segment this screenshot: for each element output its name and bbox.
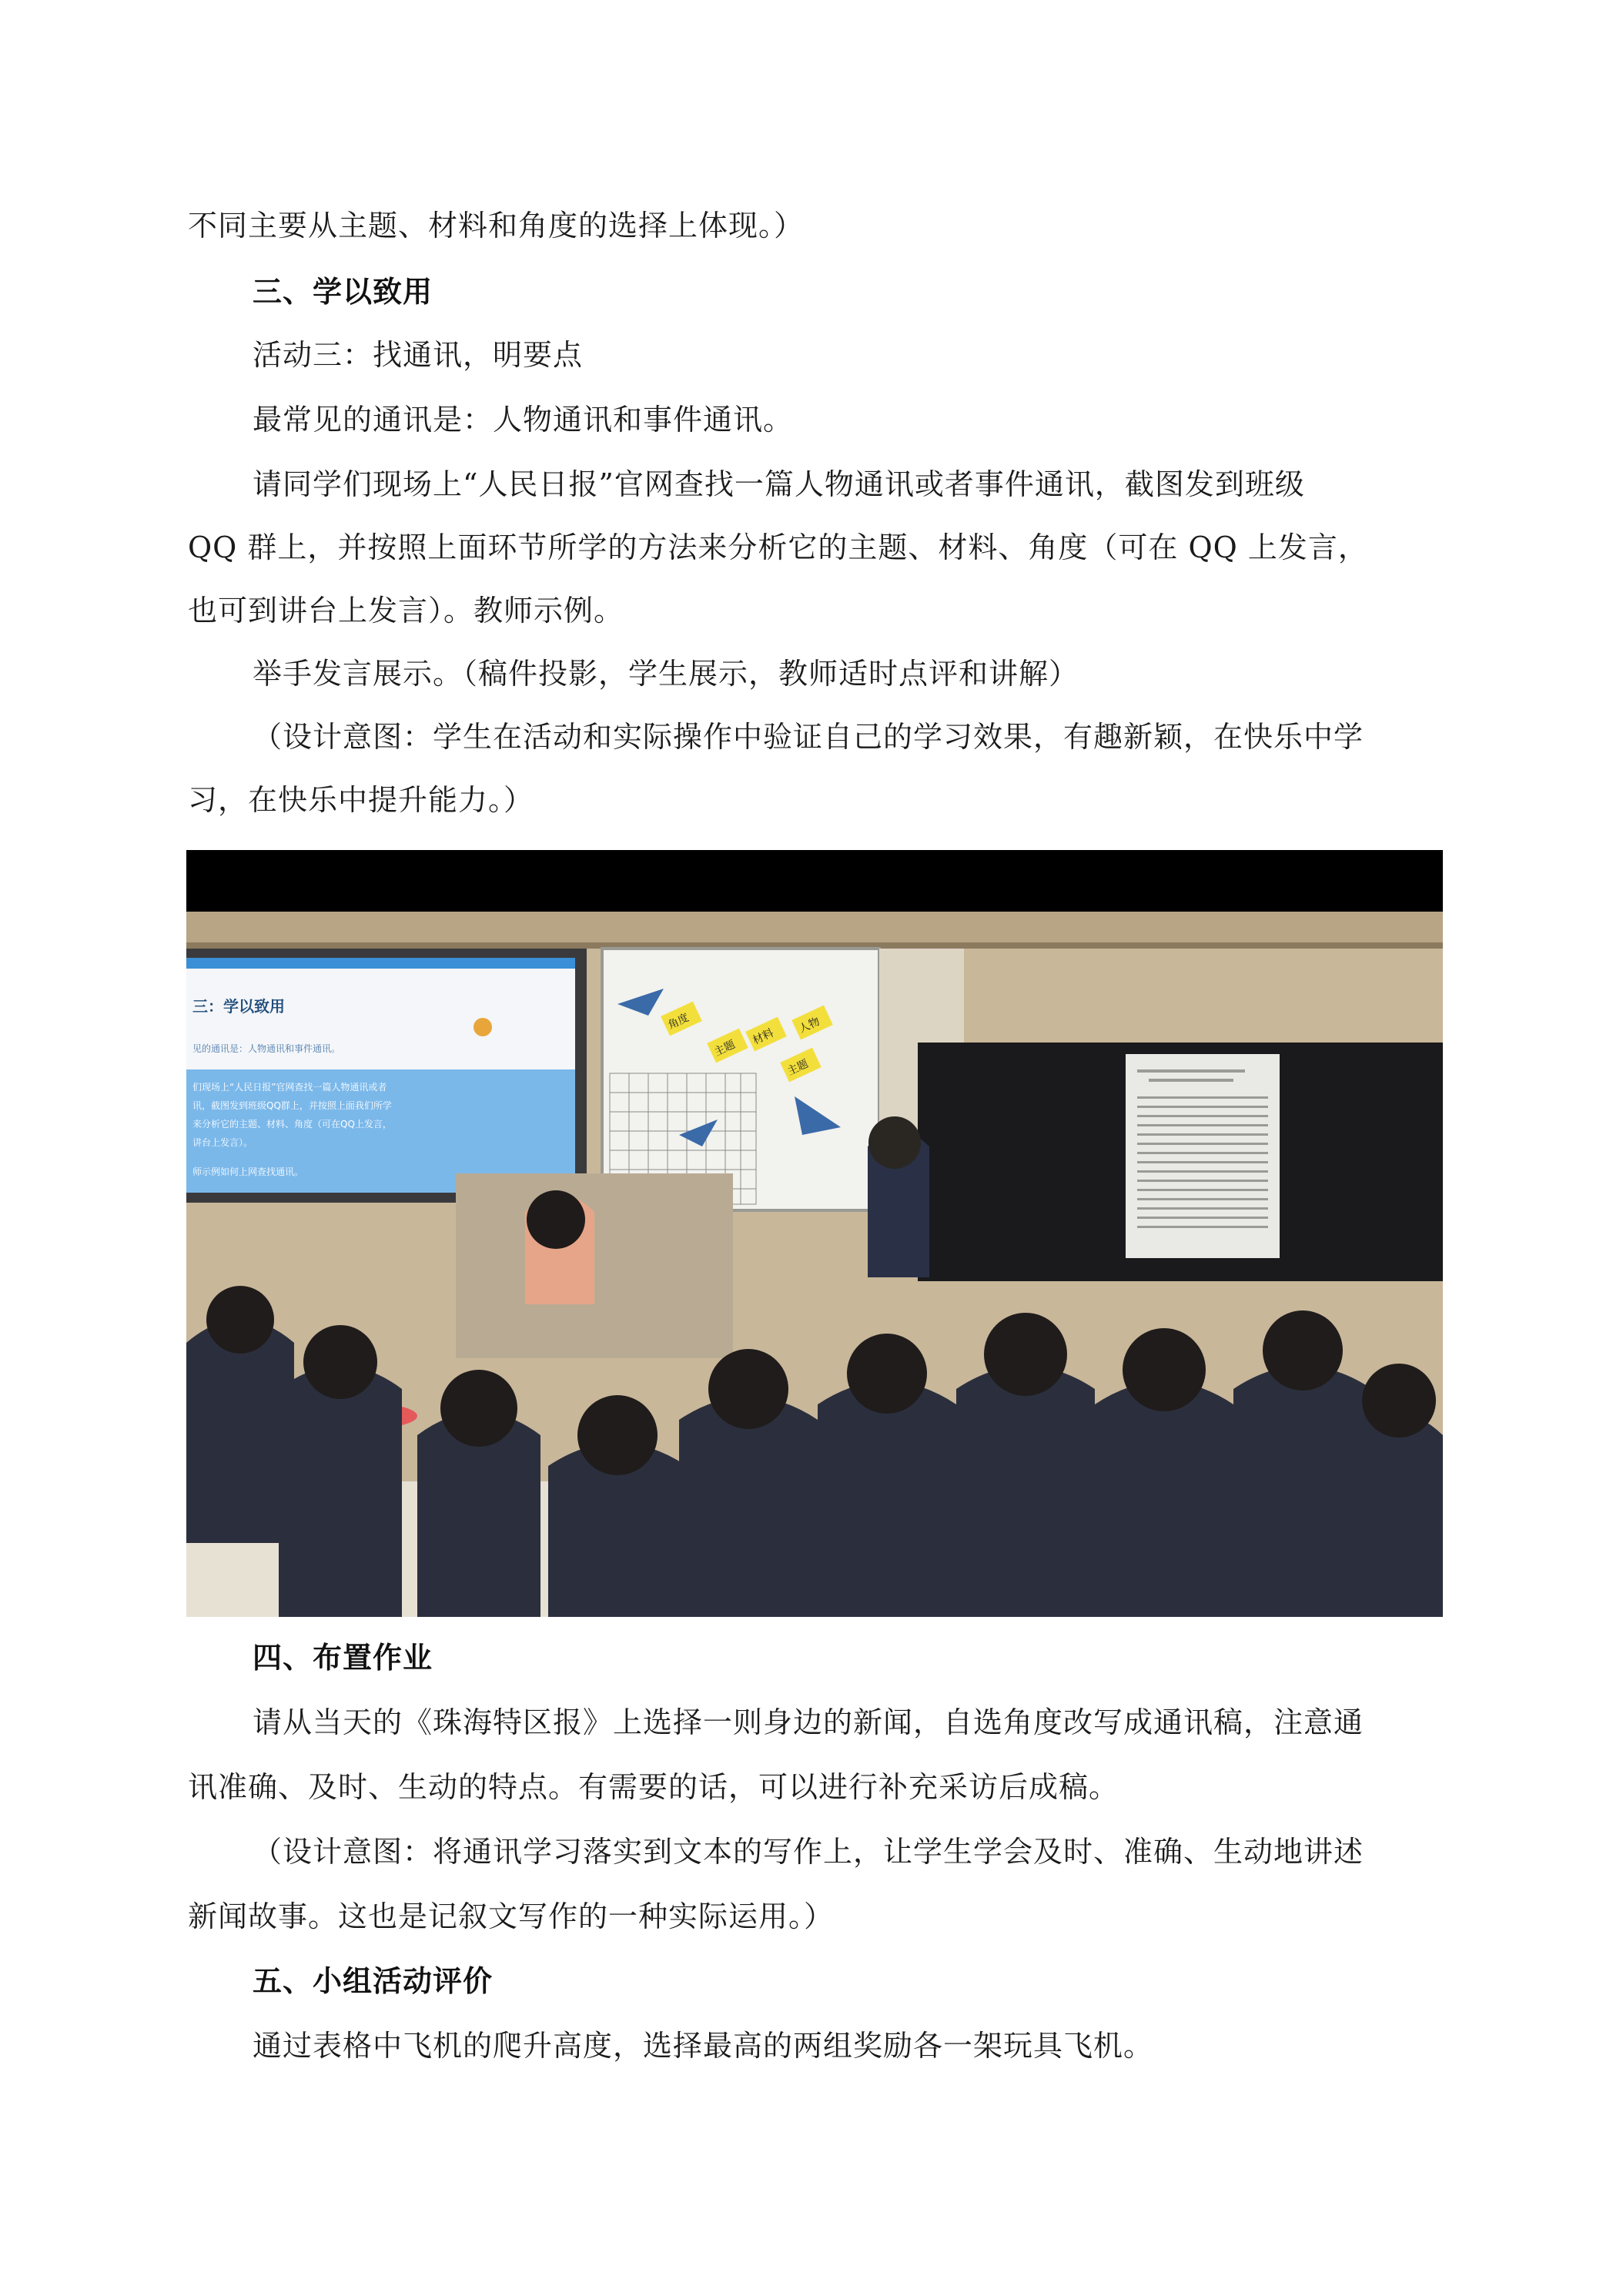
board-tag: 角度 <box>666 1011 691 1033</box>
text-line: 习，在快乐中提升能力。） <box>188 783 534 817</box>
slide-line: 讯，截图发到班级QQ群上，并按照上面我们所学 <box>192 1100 392 1111</box>
text-line: QQ 群上，并按照上面环节所学的方法来分析它的主题、材料、角度（可在 QQ 上发言， <box>188 530 1368 564</box>
text-line: 活动三：找通讯，明要点 <box>253 338 584 372</box>
text-line: 不同主要从主题、材料和角度的选择上体现。） <box>188 209 805 243</box>
text-line: 讯准确、及时、生动的特点。有需要的话，可以进行补充采访后成稿。 <box>188 1770 1119 1804</box>
slide-line: 来分析它的主题、材料、角度（可在QQ上发言， <box>192 1119 392 1130</box>
text-line: 也可到讲台上发言）。教师示例。 <box>188 594 624 628</box>
board-tag: 人物 <box>797 1015 822 1036</box>
section-heading-5: 五、小组活动评价 <box>253 1964 494 1998</box>
slide-line: 师示例如何上网查找通讯。 <box>192 1166 304 1177</box>
section-heading-4: 四、布置作业 <box>253 1641 433 1675</box>
text-line: 新闻故事。这也是记叙文写作的一种实际运用。） <box>188 1899 835 1933</box>
board-tag: 材料 <box>751 1026 776 1048</box>
text-line: 举手发言展示。（稿件投影，学生展示，教师适时点评和讲解） <box>253 657 1079 691</box>
section-heading-3: 三、学以致用 <box>253 275 433 309</box>
slide-title: 三：学以致用 <box>192 997 285 1016</box>
board-tag: 主题 <box>712 1038 738 1059</box>
slide-line: 见的通讯是：人物通讯和事件通讯。 <box>192 1043 341 1054</box>
text-line: 通过表格中飞机的爬升高度，选择最高的两组奖励各一架玩具飞机。 <box>253 2029 1154 2063</box>
slide-line: 讲台上发言）。 <box>192 1137 253 1148</box>
slide-line: 们现场上“人民日报”官网查找一篇人物通讯或者 <box>192 1082 387 1093</box>
text-line: （设计意图：学生在活动和实际操作中验证自己的学习效果，有趣新颖，在快乐中学 <box>253 720 1364 754</box>
text-line: 请从当天的《珠海特区报》上选择一则身边的新闻，自选角度改写成通讯稿，注意通 <box>253 1705 1364 1739</box>
board-tag: 主题 <box>785 1057 811 1079</box>
text-line: （设计意图：将通讯学习落实到文本的写作上，让学生学会及时、准确、生动地讲述 <box>253 1835 1364 1869</box>
text-line: 请同学们现场上“人民日报”官网查找一篇人物通讯或者事件通讯，截图发到班级 <box>253 467 1305 501</box>
classroom-photo <box>186 850 1443 1617</box>
text-line: 最常见的通讯是：人物通讯和事件通讯。 <box>253 403 794 437</box>
